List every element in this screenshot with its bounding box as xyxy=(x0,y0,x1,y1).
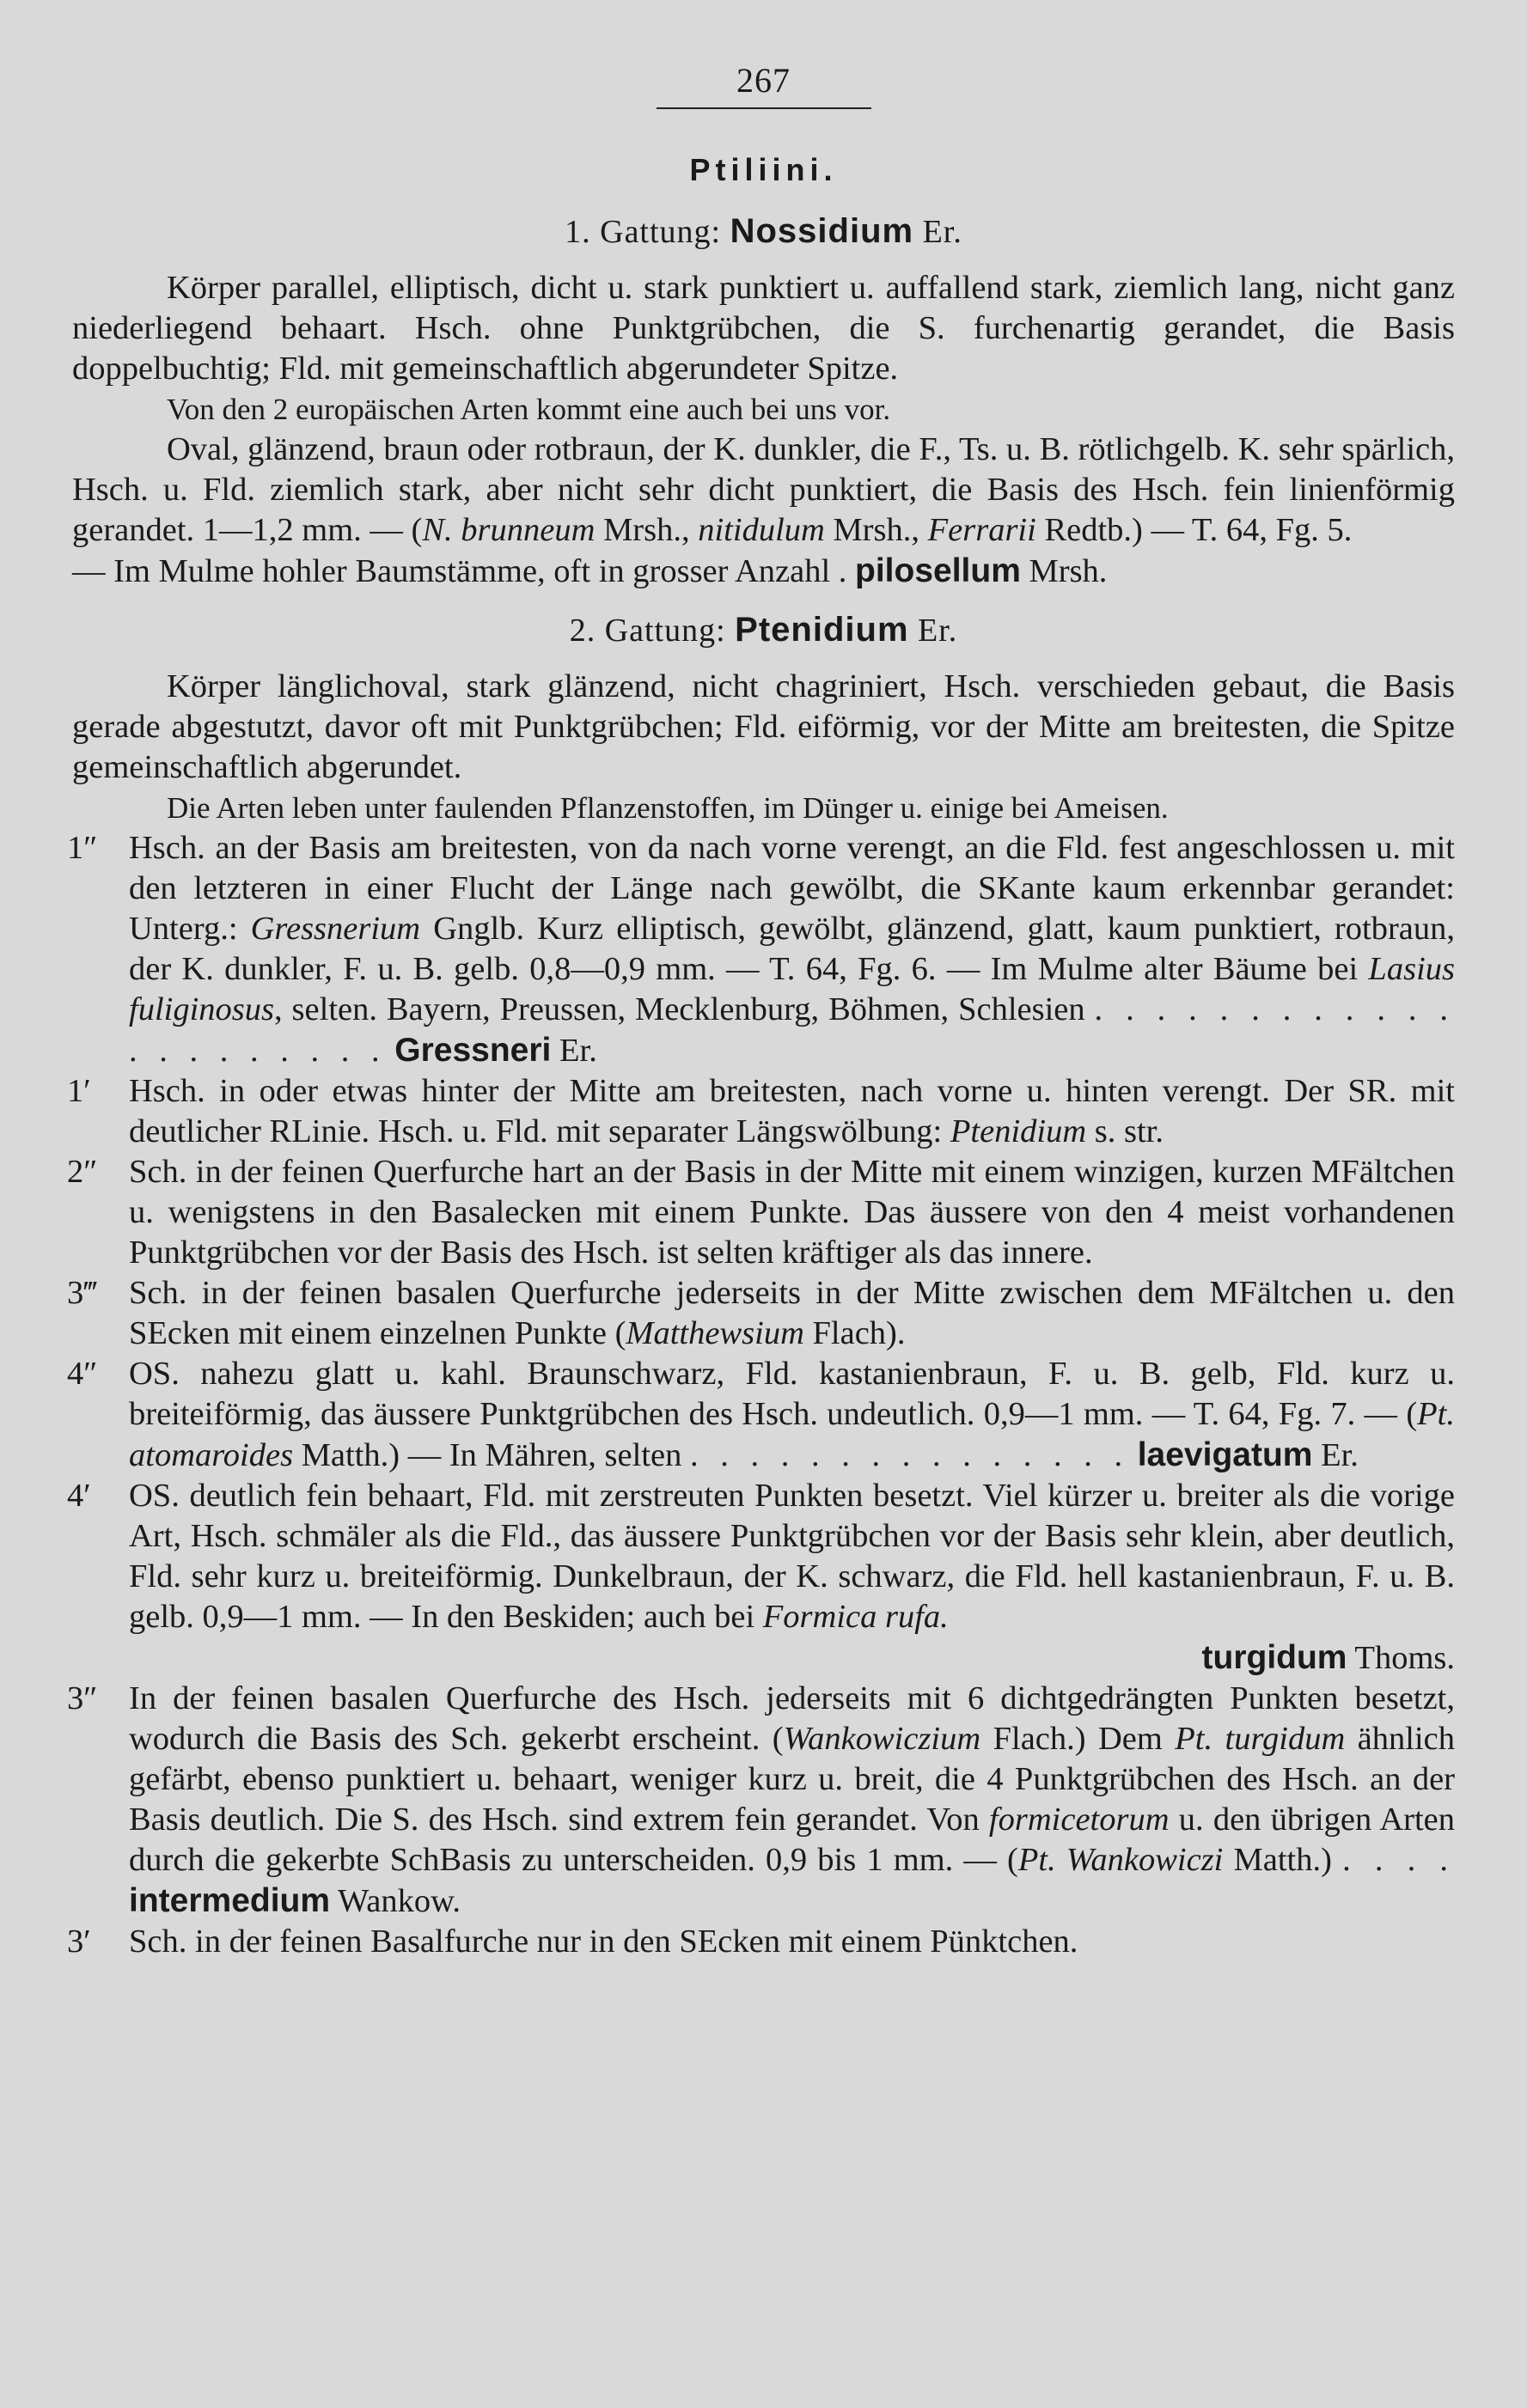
key-entry xyxy=(67,1476,1455,1679)
key-entry xyxy=(67,1922,1455,1962)
key-number: 4″ xyxy=(67,1356,98,1392)
genus-author: Er. xyxy=(918,613,958,649)
key-number: 1″ xyxy=(67,830,98,866)
key-number: 4′ xyxy=(67,1478,91,1514)
entry-text: Flach.) Dem xyxy=(980,1721,1176,1757)
genus-prefix: 1. Gattung: xyxy=(565,214,722,250)
entry-text: Hsch. in oder etwas hinter der Mitte am breitesten, nach vorne u. hinten verengt. Der SR. mit deutlicher RLinie. Hsch. u. Fld. mit separater Längswölbung: xyxy=(129,1073,1455,1149)
genus-note: Von den 2 europäischen Arten kommt eine auch bei uns vor. xyxy=(167,393,891,426)
synonym: Pt. Wankowiczi xyxy=(1017,1842,1224,1878)
host-name: Lasius fuliginosus xyxy=(129,951,1455,1027)
key-entry xyxy=(67,828,1456,1071)
entry-text: Sch. in der feinen Basalfurche nur in den SEcken mit einem Pünktchen. xyxy=(129,1923,1078,1960)
key-number: 3′ xyxy=(67,1923,91,1960)
genus-prefix: 2. Gattung: xyxy=(569,613,726,649)
host-name: Formica rufa. xyxy=(762,1599,949,1635)
species-reference: formicetorum xyxy=(988,1801,1170,1838)
key-entry xyxy=(67,1679,1456,1922)
entry-text: In der feinen basalen Querfurche des Hsch. jederseits mit 6 dichtgedrängten Punkten besetzt, wodurch die Basis des Sch. gekerbt erscheint. ( xyxy=(129,1680,1455,1757)
page-number: 267 xyxy=(736,61,791,100)
species-author: Mrsh. xyxy=(1029,553,1108,589)
key-number: 3″ xyxy=(67,1680,98,1716)
species-description-pilosellum xyxy=(72,430,1455,551)
entry-text: u. den übrigen Arten durch die gekerbte SchBasis zu unterscheiden. 0,9 bis 1 mm. — ( xyxy=(129,1801,1455,1878)
key-number: 3‴ xyxy=(67,1275,98,1311)
genus-note: Die Arten leben unter faulenden Pflanzenstoffen, im Dünger u. einige bei Ameisen. xyxy=(167,791,1169,825)
subgenus-name: Wankowiczium xyxy=(783,1721,981,1757)
leader-dots: . . . . . . . . . . . . . . . . . . . . . xyxy=(129,991,1456,1069)
key-number: 1′ xyxy=(67,1073,91,1109)
entry-text: , selten. Bayern, Preussen, Mecklenburg, Böhmen, Schlesien xyxy=(274,991,1085,1027)
synonym: Ferrarii xyxy=(927,512,1036,548)
entry-text: ähnlich gefärbt, ebenso punktiert u. behaart, weniger kurz u. breit, die 4 Punktgrübchen des Hsch. an der Basis deutlich. Die S. des Hsch. sind extrem fein gerandet. Von xyxy=(129,1721,1455,1838)
synonym-author: Mrsh., xyxy=(824,512,928,548)
genus-description: Körper länglichoval, stark glänzend, nicht chagriniert, Hsch. verschieden gebaut, die Basis gerade abgestutzt, davor oft mit Punktgrübchen; Fld. eiförmig, vor der Mitte am breitesten, die Spitze gemeinschaftlich abgerundet. xyxy=(72,668,1455,785)
subgenus-name: Gressnerium xyxy=(250,911,421,947)
species-habitat-line xyxy=(72,551,1455,592)
genus-author: Er. xyxy=(922,214,962,250)
leader-dot: . xyxy=(838,553,847,589)
tribe-heading: Ptiliini. xyxy=(689,152,838,187)
species-reference: Pt. turgidum xyxy=(1175,1721,1346,1757)
key-number: 2″ xyxy=(67,1154,98,1190)
genus-heading-ptenidium xyxy=(72,611,1455,649)
species-line xyxy=(129,1637,1455,1679)
entry-text: OS. nahezu glatt u. kahl. Braunschwarz, Fld. kastanienbraun, F. u. B. gelb, Fld. kurz u. breiteiförmig, das äussere Punktgrübchen des Hsch. undeutlich. 0,9—1 mm. — T. 64, Fg. 7. — ( xyxy=(129,1356,1455,1432)
leader-dots: . . . . . . . . . . . . . . . xyxy=(689,1437,1130,1473)
entry-text: Sch. in der feinen Querfurche hart an der Basis in der Mitte mit einem winzigen, kurzen MFältchen u. wenigstens in den Basalecken mit einem Punkte. Das äussere von den 4 meist vorhandenen Punktgrübchen vor der Basis des Hsch. ist selten kräftiger als das innere. xyxy=(129,1154,1455,1271)
synonym-author: Redtb.) — T. 64, Fg. 5. xyxy=(1035,512,1353,548)
leader-dots: . . . . xyxy=(1342,1842,1456,1878)
key-entry xyxy=(67,1152,1455,1273)
entry-text: Matth.) — In Mähren, selten xyxy=(293,1437,682,1473)
species-author: Thoms. xyxy=(1354,1640,1455,1676)
entry-text: s. str. xyxy=(1086,1113,1164,1149)
species-author: Er. xyxy=(1321,1437,1359,1473)
species-author: Er. xyxy=(559,1033,597,1069)
entry-text: OS. deutlich fein behaart, Fld. mit zerstreuten Punkten besetzt. Viel kürzer u. breiter als die vorige Art, Hsch. schmäler als die Fld., das äussere Punktgrübchen vor der Basis sehr klein, aber deutlich, Fld. sehr kurz u. breiteiförmig. Dunkelbraun, der K. schwarz, die Fld. hell kastanienbraun, F. u. B. gelb. 0,9—1 mm. — In den Beskiden; auch bei xyxy=(129,1478,1455,1635)
species-name: Gressneri xyxy=(394,1032,552,1069)
entry-text: Sch. in der feinen basalen Querfurche jederseits in der Mitte zwischen dem MFältchen u. den SEcken mit einem einzelnen Punkte ( xyxy=(129,1275,1455,1351)
synonym: N. brunneum xyxy=(422,512,596,548)
genus-name: Ptenidium xyxy=(735,611,909,649)
key-entry xyxy=(67,1354,1455,1476)
species-name: turgidum xyxy=(1201,1639,1347,1676)
entry-text: Flach). xyxy=(803,1315,906,1351)
subgenus-name: Ptenidium xyxy=(950,1113,1087,1149)
entry-text: Matth.) xyxy=(1223,1842,1332,1878)
entry-text: Hsch. an der Basis am breitesten, von da nach vorne verengt, an die Fld. fest angeschlossen u. mit den letzteren in einer Flucht der Länge nach gewölbt, die SKante kaum erkennbar gerandet: Unterg.: xyxy=(129,830,1455,947)
key-entry xyxy=(67,1273,1455,1354)
key-entry xyxy=(67,1071,1455,1152)
synonym: nitidulum xyxy=(698,512,825,548)
species-name: laevigatum xyxy=(1137,1436,1313,1473)
species-text: Oval, glänzend, braun oder rotbraun, der K. dunkler, die F., Ts. u. B. rötlichgelb. K. sehr spärlich, Hsch. u. Fld. ziemlich stark, aber nicht sehr dicht punktiert, die Basis des Hsch. fein linienförmig gerandet. 1—1,2 mm. — ( xyxy=(72,431,1455,548)
species-name: pilosellum xyxy=(855,552,1021,589)
synonym: Pt. atomaroides xyxy=(129,1396,1455,1473)
synonym-author: Mrsh., xyxy=(595,512,699,548)
entry-text: Gnglb. Kurz elliptisch, gewölbt, glänzend, glatt, kaum punktiert, rotbraun, der K. dunkler, F. u. B. gelb. 0,8—0,9 mm. — T. 64, Fg. 6. — Im Mulme alter Bäume bei xyxy=(129,911,1455,987)
species-author: Wankow. xyxy=(337,1883,461,1919)
page-number-rule xyxy=(657,107,871,109)
habitat-text: — Im Mulme hohler Baumstämme, oft in grosser Anzahl xyxy=(72,553,831,589)
genus-heading-nossidium xyxy=(72,212,1455,251)
genus-description: Körper parallel, elliptisch, dicht u. stark punktiert u. auffallend stark, ziemlich lang, nicht ganz niederliegend behaart. Hsch. ohne Punktgrübchen, die S. furchenartig gerandet, die Basis doppelbuchtig; Fld. mit gemeinschaftlich abgerundeter Spitze. xyxy=(72,270,1455,387)
genus-name: Nossidium xyxy=(730,212,914,250)
species-name: intermedium xyxy=(129,1882,331,1919)
subgenus-name: Matthewsium xyxy=(626,1315,804,1351)
